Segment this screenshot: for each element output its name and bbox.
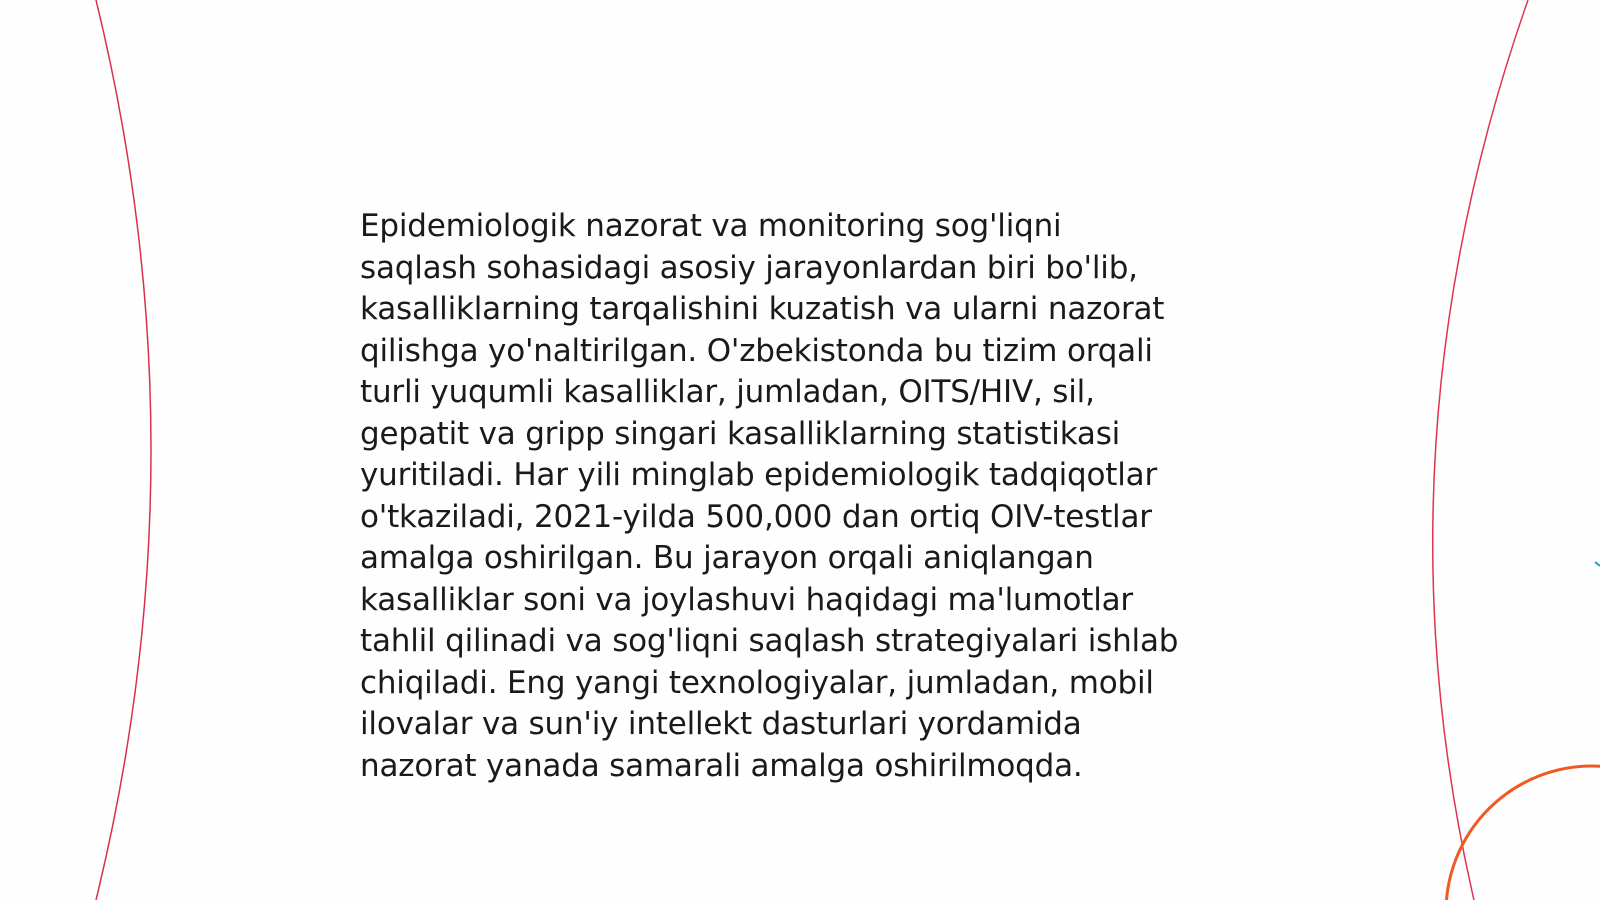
- orange-circle-decoration: [1446, 766, 1600, 900]
- body-text-line: gepatit va gripp singari kasalliklarning statistikasi: [360, 415, 1121, 452]
- body-text-line: amalga oshirilgan. Bu jarayon orqali aniqlangan: [360, 540, 1094, 576]
- body-text-line: kasalliklarning tarqalishini kuzatish va ularni nazorat: [360, 291, 1165, 327]
- body-text-line: o'tkaziladi, 2021-yilda 500,000 dan ortiq OIV-testlar: [360, 498, 1152, 535]
- body-text-line: nazorat yanada samarali amalga oshirilmoqda.: [360, 747, 1083, 784]
- body-text-line: tahlil qilinadi va sog'liqni saqlash strategiyalari ishlab: [360, 623, 1179, 659]
- body-text-line: yuritiladi. Har yili minglab epidemiologik tadqiqotlar: [360, 457, 1157, 493]
- slide-body-text: [360, 206, 1240, 787]
- body-text-line: kasalliklar soni va joylashuvi haqidagi ma'lumotlar: [360, 581, 1133, 618]
- body-text-line: qilishga yo'naltirilgan. O'zbekistonda bu tizim orqali: [360, 332, 1153, 369]
- right-arc-decoration: [1433, 0, 1528, 900]
- teal-accent-decoration: [1595, 562, 1600, 566]
- body-text-line: saqlash sohasidagi asosiy jarayonlardan biri bo'lib,: [360, 249, 1138, 286]
- body-text-line: turli yuqumli kasalliklar, jumladan, OITS/HIV, sil,: [360, 374, 1095, 410]
- body-text-line: Epidemiologik nazorat va monitoring sog'liqni: [360, 208, 1062, 244]
- body-text-line: ilovalar va sun'iy intellekt dasturlari yordamida: [360, 706, 1082, 742]
- left-arc-decoration: [96, 0, 151, 900]
- body-text-line: chiqiladi. Eng yangi texnologiyalar, jumladan, mobil: [360, 664, 1154, 701]
